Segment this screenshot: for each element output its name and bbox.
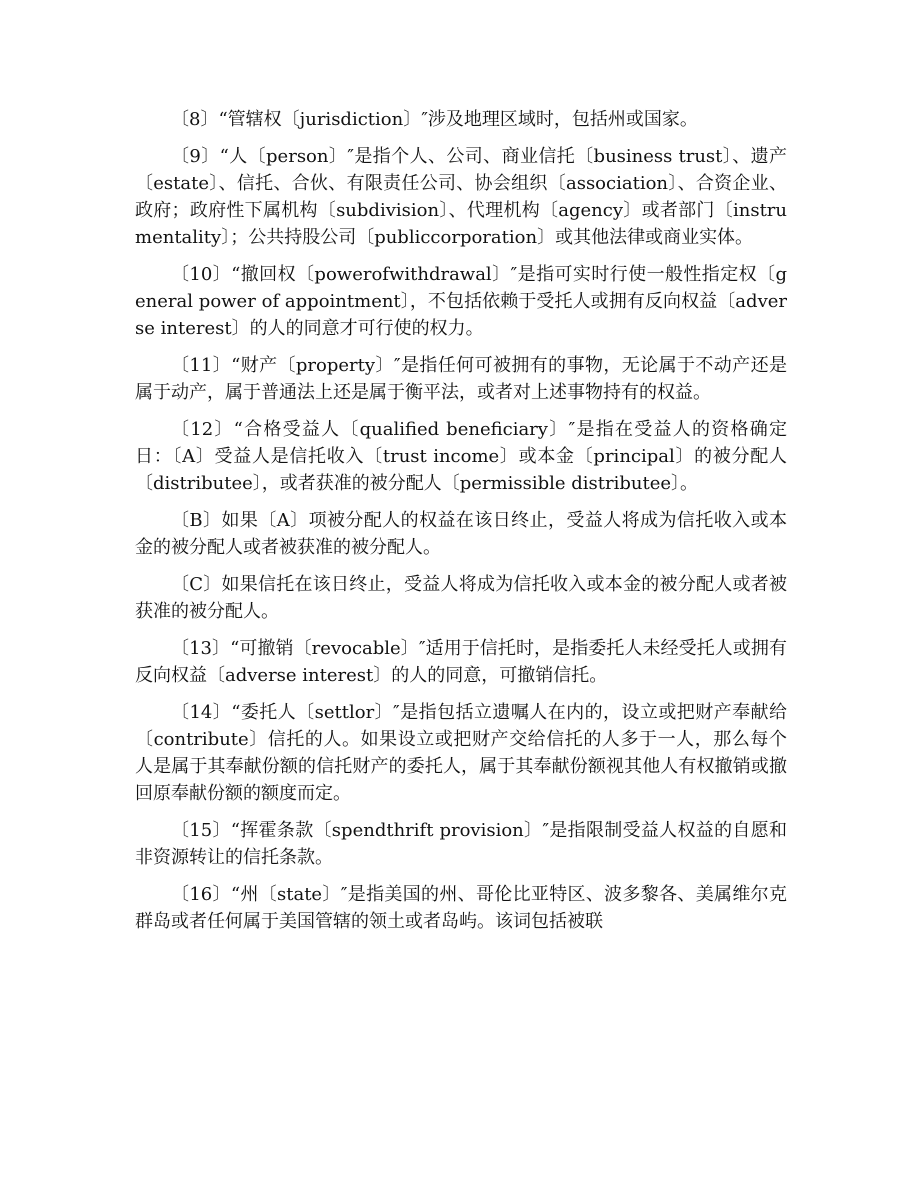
definition-paragraph-8: 〔8〕“管辖权〔jurisdiction〕″涉及地理区域时，包括州或国家。 [171, 109, 698, 130]
definition-paragraph-14: 〔14〕“委托人〔settlor〕″是指包括立遗嘱人在内的，设立或把财产奉献给〔contribute〕信托的人。如果设立或把财产交给信托的人多于一人，那么每个人是属于其奉献份额的信托财产的委托人，属于其奉献份额视其他人有权撤销或撤回原奉献份额的额度而定。 [135, 702, 787, 804]
definition-paragraph-16: 〔16〕“州〔state〕″是指美国的州、哥伦比亚特区、波多黎各、美属维尔克群岛或者任何属于美国管辖的领土或者岛屿。该词包括被联 [135, 884, 787, 932]
definition-paragraph-9: 〔9〕“人〔person〕″是指个人、公司、商业信托〔business trust〕、遗产〔estate〕、信托、合伙、有限责任公司、协会组织〔association〕、合资企业、政府；政府性下属机构〔subdivision〕、代理机构〔agency〕或者部门〔instrumentality〕；公共持股公司〔publiccorporation〕或其他法律或商业实体。 [135, 146, 787, 248]
definition-paragraph-12b: 〔B〕如果〔A〕项被分配人的权益在该日终止，受益人将成为信托收入或本金的被分配人或者被获准的被分配人。 [135, 510, 787, 558]
document-body [135, 106, 787, 945]
definition-paragraph-13: 〔13〕“可撤销〔revocable〕″适用于信托时，是指委托人未经受托人或拥有反向权益〔adverse interest〕的人的同意，可撤销信托。 [135, 638, 787, 686]
definition-paragraph-12c: 〔C〕如果信托在该日终止，受益人将成为信托收入或本金的被分配人或者被获准的被分配人。 [135, 574, 787, 622]
definition-paragraph-12: 〔12〕“合格受益人〔qualified beneficiary〕″是指在受益人的资格确定日：〔A〕受益人是信托收入〔trust income〕或本金〔principal〕的被分配人〔distributee〕，或者获准的被分配人〔permissible distributee〕。 [135, 419, 787, 494]
definition-paragraph-10: 〔10〕“撤回权〔powerofwithdrawal〕″是指可实时行使一般性指定权〔general power of appointment〕，不包括依赖于受托人或拥有反向权益〔adverse interest〕的人的同意才可行使的权力。 [135, 264, 787, 339]
definition-paragraph-11: 〔11〕“财产〔property〕″是指任何可被拥有的事物，无论属于不动产还是属于动产，属于普通法上还是属于衡平法，或者对上述事物持有的权益。 [135, 355, 787, 403]
definition-paragraph-15: 〔15〕“挥霍条款〔spendthrift provision〕″是指限制受益人权益的自愿和非资源转让的信托条款。 [135, 820, 787, 868]
